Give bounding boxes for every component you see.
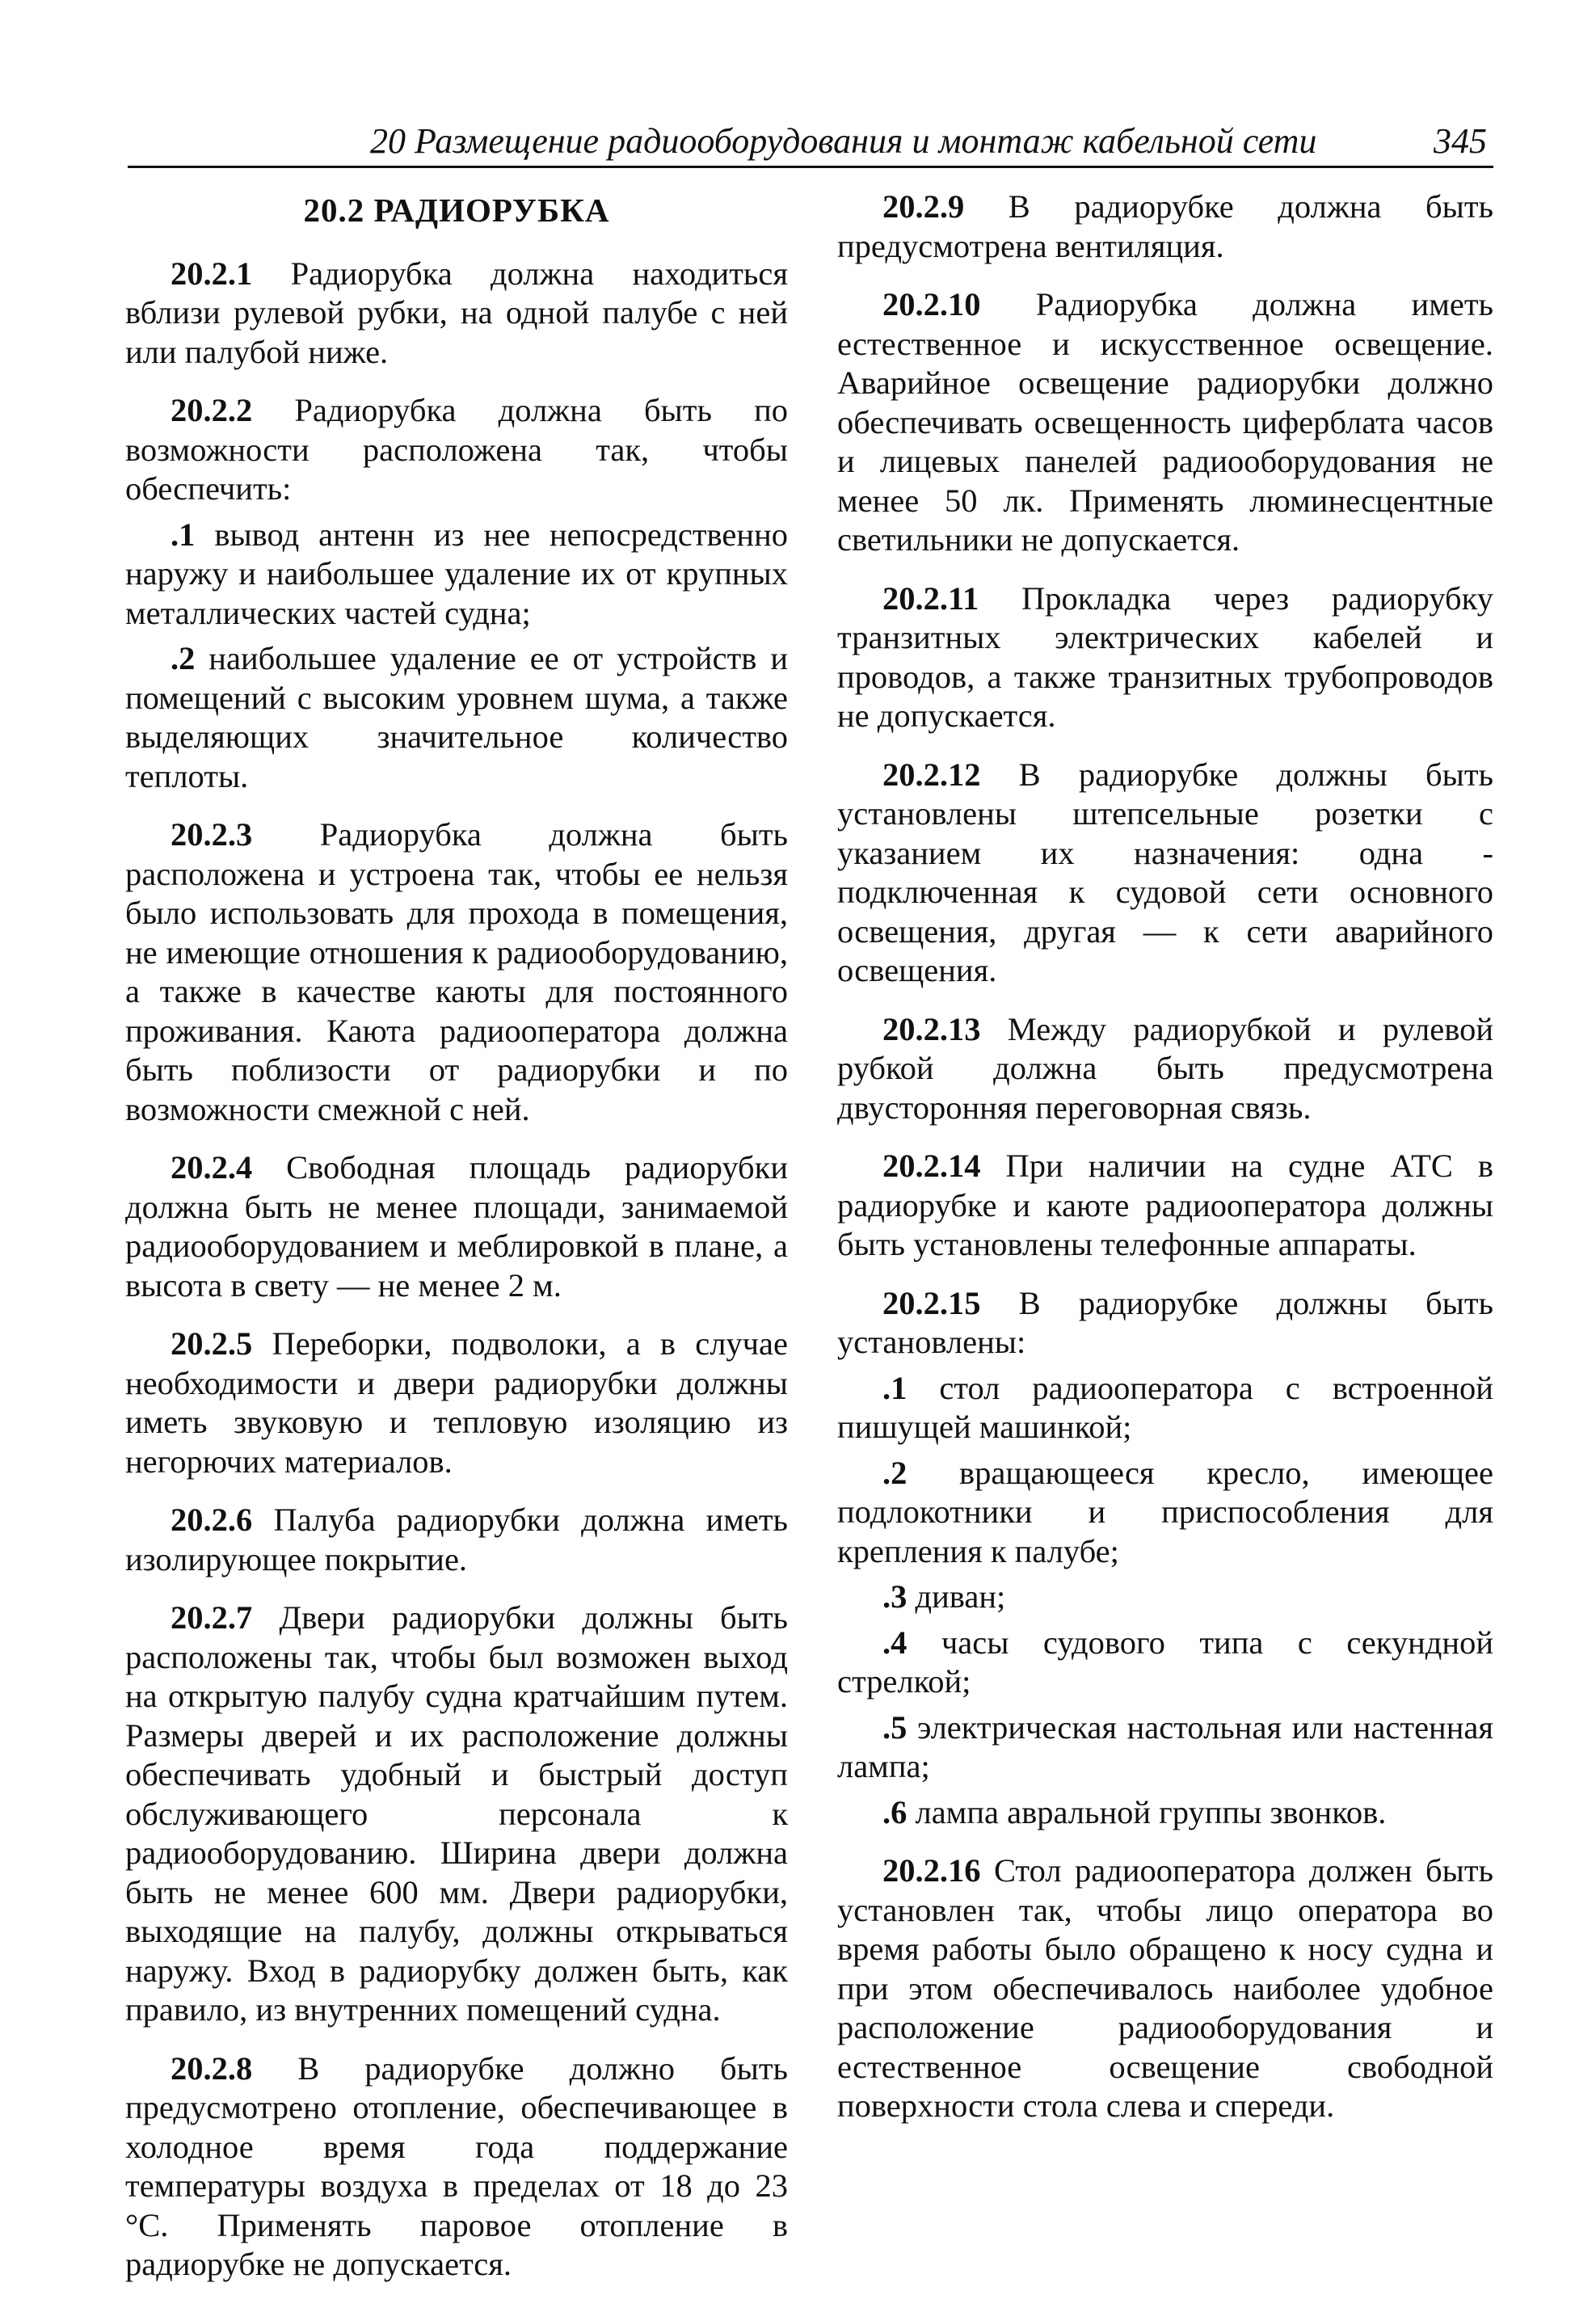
item-number: .2: [882, 1454, 907, 1491]
paragraph-20-2-9: [837, 187, 1493, 266]
paragraph-20-2-6: [125, 1501, 788, 1579]
paragraph-text: В радиорубке должны быть установлены:: [837, 1284, 1493, 1360]
paragraph-text: Радиорубка должна быть расположена и устроена так, чтобы ее нельзя было использовать для прохода в помещения, не имеющие отношения к радиооборудованию, а также в качестве каюты для постоянного проживания. Каюта радиооператора должна быть поблизости от радиорубки и по возможности смежной с ней.: [125, 816, 788, 1127]
paragraph-number: 20.2.15: [882, 1284, 981, 1321]
paragraph-number: 20.2.11: [882, 579, 979, 617]
paragraph-number: 20.2.16: [882, 1852, 981, 1889]
paragraph-20-2-7: [125, 1598, 788, 2030]
paragraph-20-2-13: [837, 1010, 1493, 1128]
paragraph-text: Двери радиорубки должны быть расположены так, чтобы был возможен выход на открытую палубу судна кратчайшим путем. Размеры дверей и их расположение должны обеспечивать удобный и быстрый доступ обслуживающего персонала к радиооборудованию. Ширина двери должна быть не менее 600 мм. Двери радиорубки, выходящие на палубу, должны открываться наружу. Вход в радиорубку должен быть, как правило, из внутренних помещений судна.: [125, 1599, 788, 2028]
paragraph-20-2-11: [837, 579, 1493, 736]
paragraph-text: Прокладка через радиорубку транзитных электрических кабелей и проводов, а также транзитных трубопроводов не допускается.: [837, 579, 1493, 734]
item-number: .4: [882, 1624, 907, 1661]
paragraph-20-2-10: [837, 285, 1493, 560]
item-number: .1: [171, 516, 196, 553]
item-text: часы судового типа с секундной стрелкой;: [837, 1624, 1493, 1700]
item-text: лампа авральной группы звонков.: [907, 1793, 1387, 1830]
page-number: 345: [1434, 121, 1487, 161]
list-item: [837, 1577, 1493, 1617]
paragraph-number: 20.2.6: [171, 1502, 253, 1538]
header-title: 20 Размещение радиооборудования и монтаж кабельной сети: [370, 121, 1317, 161]
paragraph-20-2-4: [125, 1148, 788, 1305]
paragraph-text: Переборки, подволоки, а в случае необходимости и двери радиорубки должны иметь звуковую и тепловую изоляцию из негорючих материалов.: [125, 1325, 788, 1480]
paragraph-number: 20.2.4: [171, 1149, 253, 1186]
paragraph-20-2-12: [837, 756, 1493, 991]
item-text: стол радиооператора с встроенной пишущей машинкой;: [837, 1369, 1493, 1445]
paragraph-number: 20.2.3: [171, 816, 253, 853]
paragraph-number: 20.2.10: [882, 286, 981, 322]
section-title: 20.2 РАДИОРУБКА: [303, 192, 610, 229]
paragraph-number: 20.2.8: [171, 2049, 253, 2087]
paragraph-number: 20.2.14: [882, 1148, 981, 1184]
item-number: .2: [171, 640, 196, 676]
paragraph-text: Радиорубка должна быть по возможности расположена так, чтобы обеспечить:: [125, 392, 788, 507]
list-item: [837, 1793, 1493, 1833]
list-item: [837, 1369, 1493, 1447]
paragraph-number: 20.2.1: [171, 255, 253, 292]
paragraph-text: Радиорубка должна иметь естественное и искусственное освещение. Аварийное освещение радиорубки должно обеспечивать освещенность циферблата часов и лицевых панелей радиооборудования не менее 50 лк. Применять люминесцентные светильники не допускается.: [837, 286, 1493, 558]
paragraph-20-2-5: [125, 1325, 788, 1481]
paragraph-number: 20.2.12: [882, 756, 981, 793]
list-item: [837, 1624, 1493, 1702]
right-column: [837, 187, 1493, 2146]
item-number: .6: [882, 1793, 907, 1830]
list-item: [125, 639, 788, 796]
paragraph-number: 20.2.9: [882, 188, 965, 225]
paragraph-text: Палуба радиорубки должна иметь изолирующее покрытие.: [125, 1502, 788, 1577]
paragraph-text: Свободная площадь радиорубки должна быть не менее площади, занимаемой радиооборудованием и меблировкой в плане, а высота в свету — не менее 2 м.: [125, 1149, 788, 1304]
item-number: .1: [882, 1369, 907, 1406]
paragraph-text: Радиорубка должна находиться вблизи рулевой рубки, на одной палубе с ней или палубой ниже.: [125, 255, 788, 370]
item-text: наибольшее удаление ее от устройств и помещений с высоким уровнем шума, а также выделяющих значительное количество теплоты.: [125, 640, 788, 794]
paragraph-text: Между радиорубкой и рулевой рубкой должна быть предусмотрена двусторонняя переговорная связь.: [837, 1010, 1493, 1126]
paragraph-20-2-14: [837, 1147, 1493, 1265]
item-text: вывод антенн из нее непосредственно наружу и наибольшее удаление их от крупных металлических частей судна;: [125, 516, 788, 631]
item-number: .3: [882, 1578, 907, 1615]
running-header: [128, 116, 1493, 168]
paragraph-text: В радиорубке должны быть установлены штепсельные розетки с указанием их назначения: одна - подключенная к судовой сети основного освещения, другая — к сети аварийного освещения.: [837, 756, 1493, 988]
paragraph-20-2-15: [837, 1284, 1493, 1363]
paragraph-number: 20.2.5: [171, 1325, 253, 1362]
list-item: [837, 1708, 1493, 1787]
paragraph-20-2-1: [125, 255, 788, 373]
paragraph-number: 20.2.13: [882, 1010, 981, 1047]
paragraph-20-2-16: [837, 1851, 1493, 2126]
paragraph-text: В радиорубке должна быть предусмотрена вентиляция.: [837, 188, 1493, 264]
item-text: диван;: [907, 1578, 1006, 1615]
item-text: вращающееся кресло, имеющее подлокотники и приспособления для крепления к палубе;: [837, 1454, 1493, 1569]
paragraph-text: Стол радиооператора должен быть установлен так, чтобы лицо оператора во время работы было обращено к носу судна и при этом обеспечивалось наиболее удобное расположение радиооборудования и естественное освещение свободной поверхности стола слева и спереди.: [837, 1852, 1493, 2124]
paragraph-text: В радиорубке должно быть предусмотрено отопление, обеспечивающее в холодное время года поддержание температуры воздуха в пределах от 18 до 23 °С. Применять паровое отопление в радиорубке не допускается.: [125, 2049, 788, 2282]
paragraph-20-2-3: [125, 815, 788, 1129]
item-number: .5: [882, 1708, 907, 1746]
left-column: [125, 187, 788, 2304]
paragraph-20-2-2: [125, 391, 788, 509]
item-text: электрическая настольная или настенная лампа;: [837, 1708, 1493, 1784]
list-item: [125, 516, 788, 634]
list-item: [837, 1454, 1493, 1572]
paragraph-20-2-8: [125, 2049, 788, 2285]
paragraph-number: 20.2.2: [171, 392, 253, 428]
paragraph-number: 20.2.7: [171, 1599, 253, 1636]
paragraph-text: При наличии на судне АТС в радиорубке и каюте радиооператора должны быть установлены телефонные аппараты.: [837, 1148, 1493, 1262]
